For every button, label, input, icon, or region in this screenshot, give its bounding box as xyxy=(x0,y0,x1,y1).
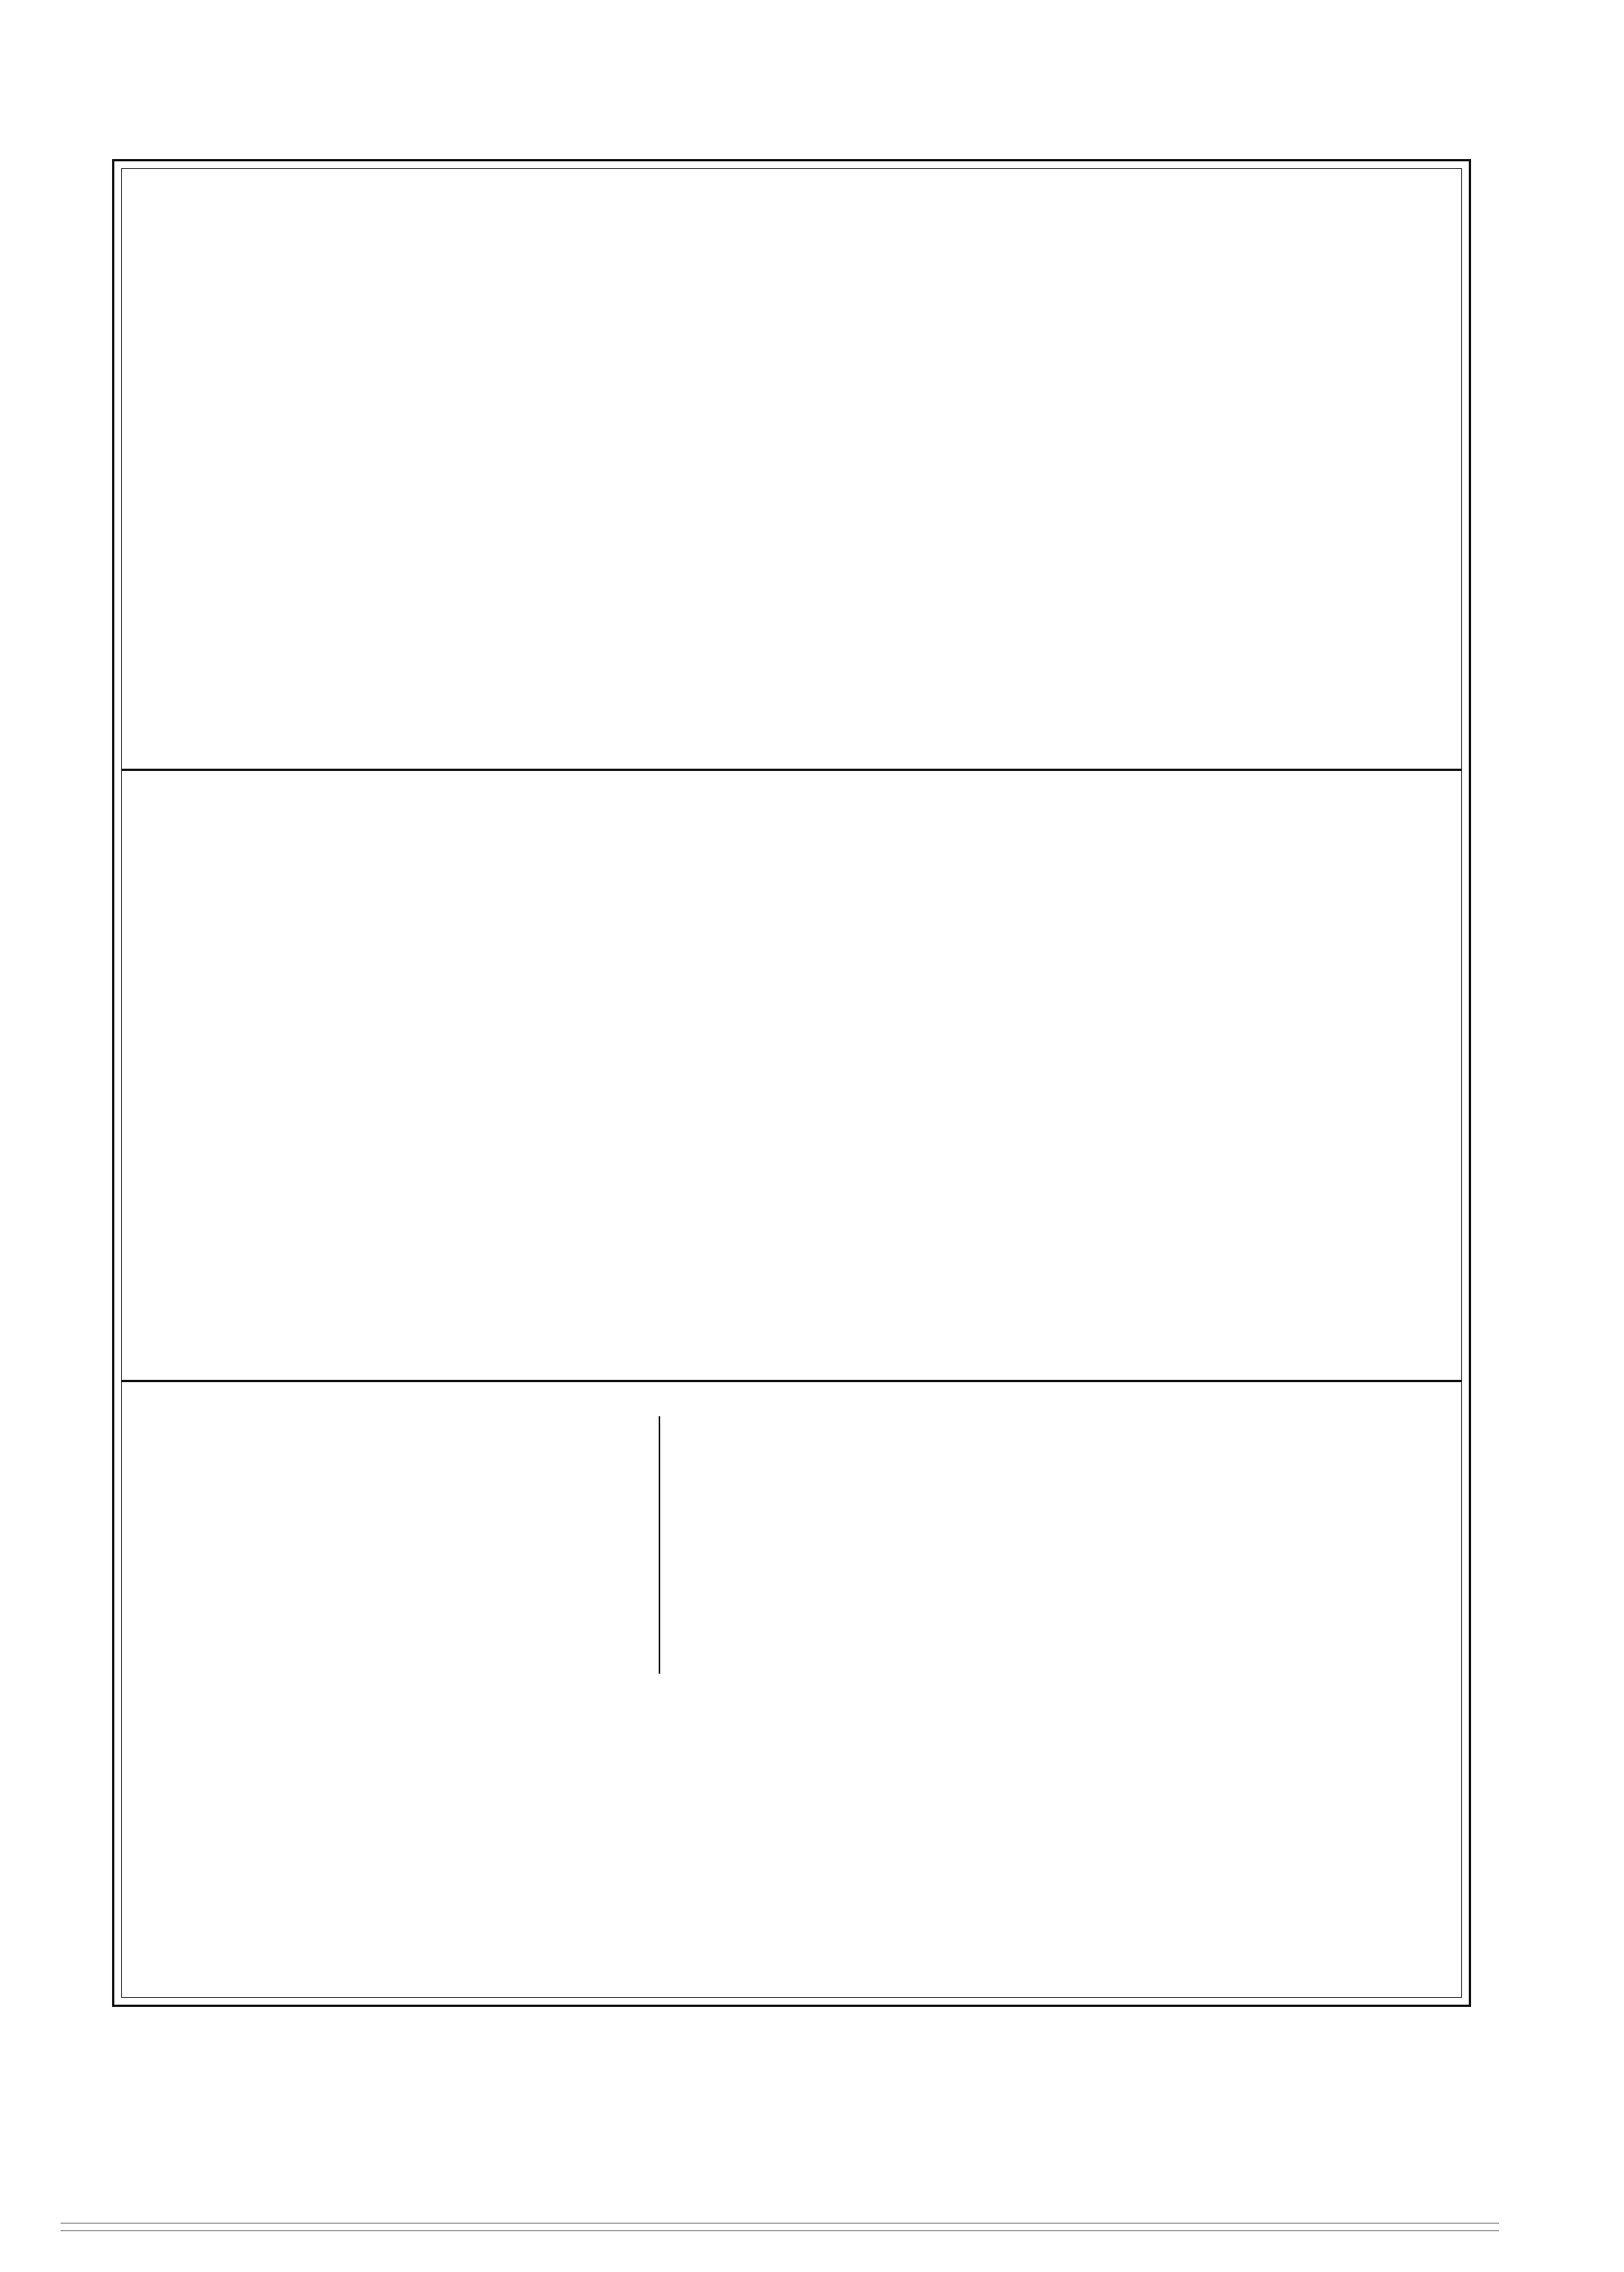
band-divider-bottom xyxy=(121,1380,1462,1382)
footer-rule-2 xyxy=(61,2230,1499,2231)
text-band-bottom xyxy=(125,1390,1457,1996)
text-band-middle xyxy=(125,780,1457,1375)
footer-rule xyxy=(61,2223,1499,2224)
text-band-top xyxy=(125,176,1457,766)
section-rule xyxy=(659,1416,660,1674)
band-divider-top xyxy=(121,769,1462,771)
